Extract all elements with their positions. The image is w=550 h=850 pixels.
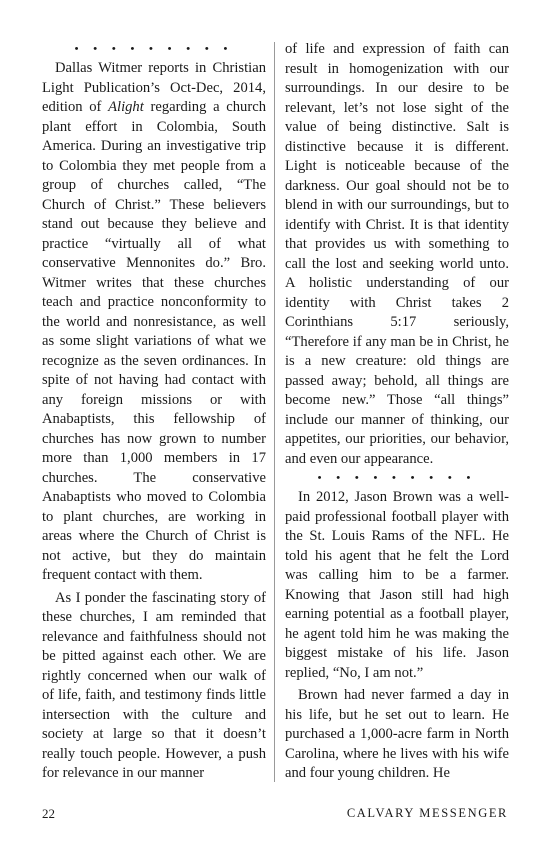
- left-column: [42, 40, 266, 784]
- section-divider: • • • • • • • • •: [317, 472, 477, 484]
- paragraph-continued: of life and expression of faith can result in homogenization with our surroundings. In our desire to be relevant, let’s not lose sight of the value of being distinctive. Salt is distinctive because it is different. Light is noticeable because of the darkness. Our goal should not be to blend in with our surroundings, but to identify with Christ. It is that identity that provides us with something to call the lost and seeking world unto. A holistic understanding of our identity with Christ takes 2 Corinthians 5:17 seriously, “Therefore if any man be in Christ, he is a new creature: old things are passed away; behold, all things are become new.” Those “all things” include our manner of thinking, our appetites, our priorities, our behavior, and even our appearance.: [285, 41, 509, 467]
- running-head: CALVARY MESSENGER: [346, 806, 508, 820]
- page-number: 22: [42, 806, 55, 821]
- publication-title: Alight: [108, 99, 144, 115]
- paragraph: As I ponder the fascinating story of these churches, I am reminded that relevance and faithfulness should not be pitted against each other. We are rightly concerned when our walk of of life, faith, and testimony finds little intersection with the culture and society at large so that it doesn’t really touch people. However, a push for relevance in our manner: [42, 589, 266, 781]
- paragraph: In 2012, Jason Brown was a well-paid professional football player with the St. Louis Rams of the NFL. He told his agent that he felt the Lord was calling him to be a farmer. Knowing that Jason still had high earning potential as a football player, he agent told him he was making the biggest mistake of his life. Jason replied, “No, I am not.”: [285, 489, 509, 681]
- section-divider: • • • • • • • • •: [74, 43, 234, 55]
- paragraph: Dallas Witmer reports in Christian Light Publication’s Oct-Dec, 2014, edition of Alight regarding a church plant effort in Colombia, South America. During an investigative trip to Colombia they met people from a group of churches called, “The Church of Christ.” These believers stand out because they believe and practice “virtually all of what conservative Mennonites do.” Bro. Witmer writes that these churches teach and practice nonconformity to the world and nonresistance, as well as some slight variations of what we recognize as the seven ordinances. In spite of not having had contact with any foreign missions or with Anabaptists, this fellowship of churches has now grown to number more than 1,000 members in 17 churches. The conservative Anabaptists who moved to Colombia to plant churches, are working in areas where the Church of Christ is not active, but they do maintain frequent contact with them.: [42, 60, 266, 583]
- right-column: [285, 40, 509, 784]
- column-rule: [274, 42, 275, 782]
- paragraph: Brown had never farmed a day in his life, but he set out to learn. He purchased a 1,000-acre farm in North Carolina, where he lives with his wife and four young children. He: [285, 687, 509, 781]
